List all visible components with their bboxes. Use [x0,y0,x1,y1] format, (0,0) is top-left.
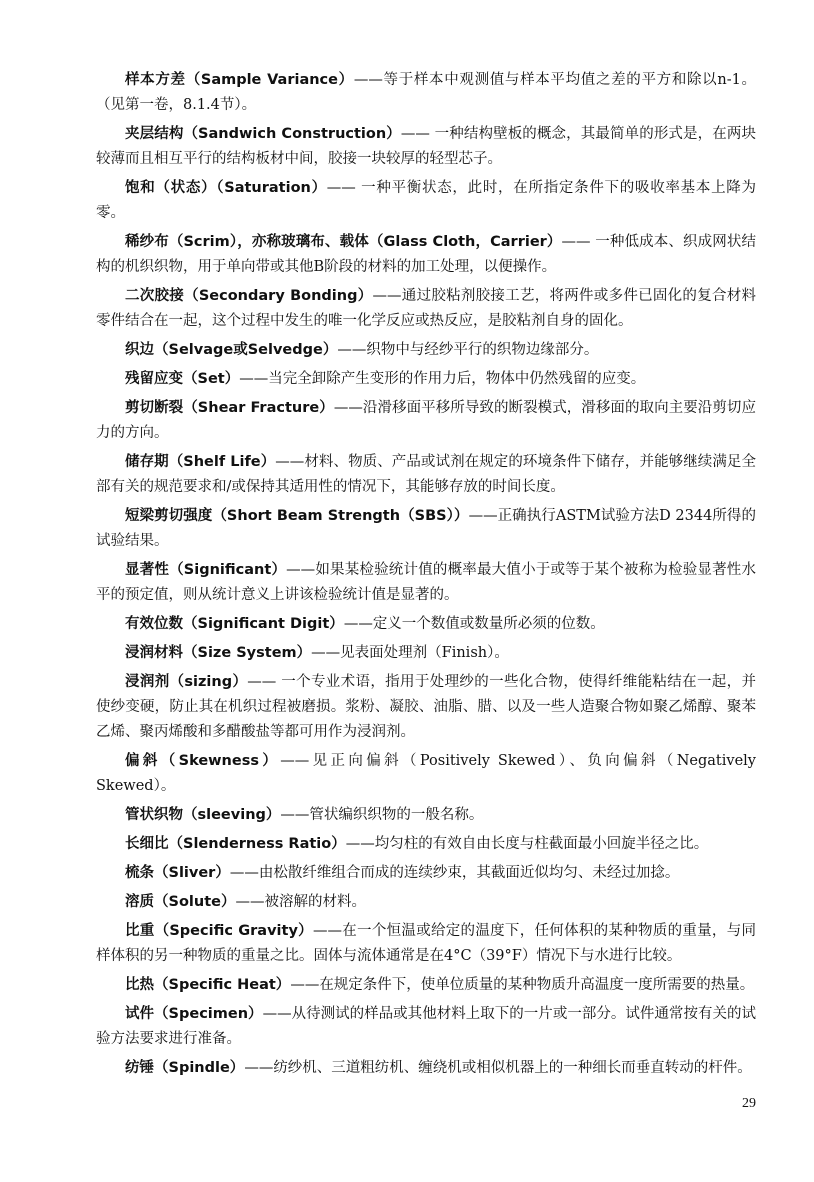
entry-term: 纺锤（Spindle） [125,1060,245,1076]
entry-term: 显著性（Significant） [125,562,287,578]
entry-definition: ——沿滑移面平移所导致的断裂模式，滑移面的取向主要沿剪切应力的方向。 [96,400,756,441]
glossary-entry-specific-heat [96,973,756,998]
glossary-entry-sample-variance [96,68,756,118]
glossary-entry-sliver [96,861,756,886]
entry-definition: ——在规定条件下，使单位质量的某种物质升高温度一度所需要的热量。 [290,977,755,993]
glossary-entry-secondary-bonding [96,284,756,334]
entry-term: 比重（Specific Gravity） [125,923,313,939]
glossary-entry-significant [96,558,756,608]
glossary-entry-saturation [96,176,756,226]
entry-term: 剪切断裂（Shear Fracture） [125,400,334,416]
glossary-entry-solute [96,890,756,915]
page-number: 29 [742,1096,756,1111]
glossary-entry-size-system [96,641,756,666]
entry-term: 稀纱布（Scrim），亦称玻璃布、载体（Glass Cloth，Carrier） [125,234,562,250]
glossary-entry-sandwich-construction [96,122,756,172]
entry-definition: ——管状编织织物的一般名称。 [280,807,484,823]
entry-term: 有效位数（Significant Digit） [125,616,344,632]
entry-term: 夹层结构（Sandwich Construction） [125,126,401,142]
entry-definition: ——在一个恒温或给定的温度下，任何体积的某种物质的重量，与同样体积的另一种物质的重量之比。固体与流体通常是在4°C（39°F）情况下与水进行比较。 [96,923,756,964]
glossary-entry-slenderness-ratio [96,832,756,857]
entry-term: 比热（Specific Heat） [125,977,291,993]
entry-definition: ——材料、物质、产品或试剂在规定的环境条件下储存，并能够继续满足全部有关的规范要求和/或保持其适用性的情况下，其能够存放的时间长度。 [96,454,756,495]
entry-definition: —— 一种平衡状态，此时，在所指定条件下的吸收率基本上降为零。 [96,180,756,221]
entry-term: 二次胶接（Secondary Bonding） [125,288,373,304]
entry-term: 饱和（状态）（Saturation） [125,180,327,196]
entry-definition: ——被溶解的材料。 [235,894,366,910]
entry-term: 管状织物（sleeving） [125,807,281,823]
entry-definition: ——从待测试的样品或其他材料上取下的一片或一部分。试件通常按有关的试验方法要求进行准备。 [96,1006,756,1047]
glossary-entry-scrim [96,230,756,280]
glossary-entry-sizing [96,670,756,745]
entry-definition: ——等于样本中观测值与样本平均值之差的平方和除以n-1。（见第一卷，8.1.4节）。 [96,72,756,113]
glossary-page [96,68,756,1085]
entry-definition: —— 一种低成本、织成网状结构的机织织物，用于单向带或其他B阶段的材料的加工处理，以便操作。 [96,234,756,275]
glossary-entry-specimen [96,1002,756,1052]
glossary-entry-selvage [96,338,756,363]
glossary-entry-short-beam-strength [96,504,756,554]
entry-term: 储存期（Shelf Life） [125,454,276,470]
entry-definition: ——见表面处理剂（Finish）。 [311,645,509,661]
entry-definition: ——织物中与经纱平行的织物边缘部分。 [337,342,599,358]
glossary-entry-skewness [96,749,756,799]
entry-definition: ——见正向偏斜（Positively Skewed）、负向偏斜（Negatively Skewed）。 [96,753,756,794]
entry-definition: ——通过胶粘剂胶接工艺，将两件或多件已固化的复合材料零件结合在一起，这个过程中发生的唯一化学反应或热反应，是胶粘剂自身的固化。 [96,288,756,329]
entry-term: 织边（Selvage或Selvedge） [125,342,338,358]
entry-term: 长细比（Slenderness Ratio） [125,836,346,852]
entry-term: 浸润材料（Size System） [125,645,312,661]
entry-definition: ——均匀柱的有效自由长度与柱截面最小回旋半径之比。 [345,836,709,852]
entry-definition: —— 一个专业术语，指用于处理纱的一些化合物，使得纤维能粘结在一起，并使纱变硬，防止其在机织过程被磨损。浆粉、凝胶、油脂、腊、以及一些人造聚合物如聚乙烯醇、聚苯乙烯、聚丙烯酸和多醋酸盐等都可用作为浸润剂。 [96,674,756,740]
entry-term: 样本方差（Sample Variance） [125,72,354,88]
entry-definition: ——正确执行ASTM试验方法D 2344所得的试验结果。 [96,508,756,549]
entry-term: 偏斜（Skewness） [125,753,281,769]
glossary-entry-shelf-life [96,450,756,500]
glossary-entry-spindle [96,1056,756,1081]
entry-term: 试件（Specimen） [125,1006,263,1022]
entry-definition: ——当完全卸除产生变形的作用力后，物体中仍然残留的应变。 [239,371,646,387]
glossary-entry-set [96,367,756,392]
glossary-entry-sleeving [96,803,756,828]
entry-definition: ——纺纱机、三道粗纺机、缠绕机或相似机器上的一种细长而垂直转动的杆件。 [244,1060,752,1076]
entry-term: 梳条（Sliver） [125,865,230,881]
glossary-entry-specific-gravity [96,919,756,969]
entry-term: 短梁剪切强度（Short Beam Strength（SBS）） [125,508,469,524]
glossary-entry-significant-digit [96,612,756,637]
entry-definition: —— 一种结构壁板的概念，其最简单的形式是，在两块较薄而且相互平行的结构板材中间，胶接一块较厚的轻型芯子。 [96,126,756,167]
entry-definition: ——由松散纤维组合而成的连续纱束，其截面近似均匀、未经过加捻。 [229,865,680,881]
glossary-entry-shear-fracture [96,396,756,446]
entry-definition: ——定义一个数值或数量所必须的位数。 [343,616,605,632]
entry-term: 残留应变（Set） [125,371,240,387]
entry-term: 浸润剂（sizing） [125,674,248,690]
entry-term: 溶质（Solute） [125,894,236,910]
entry-definition: ——如果某检验统计值的概率最大值小于或等于某个被称为检验显著性水平的预定值，则从统计意义上讲该检验统计值是显著的。 [96,562,756,603]
